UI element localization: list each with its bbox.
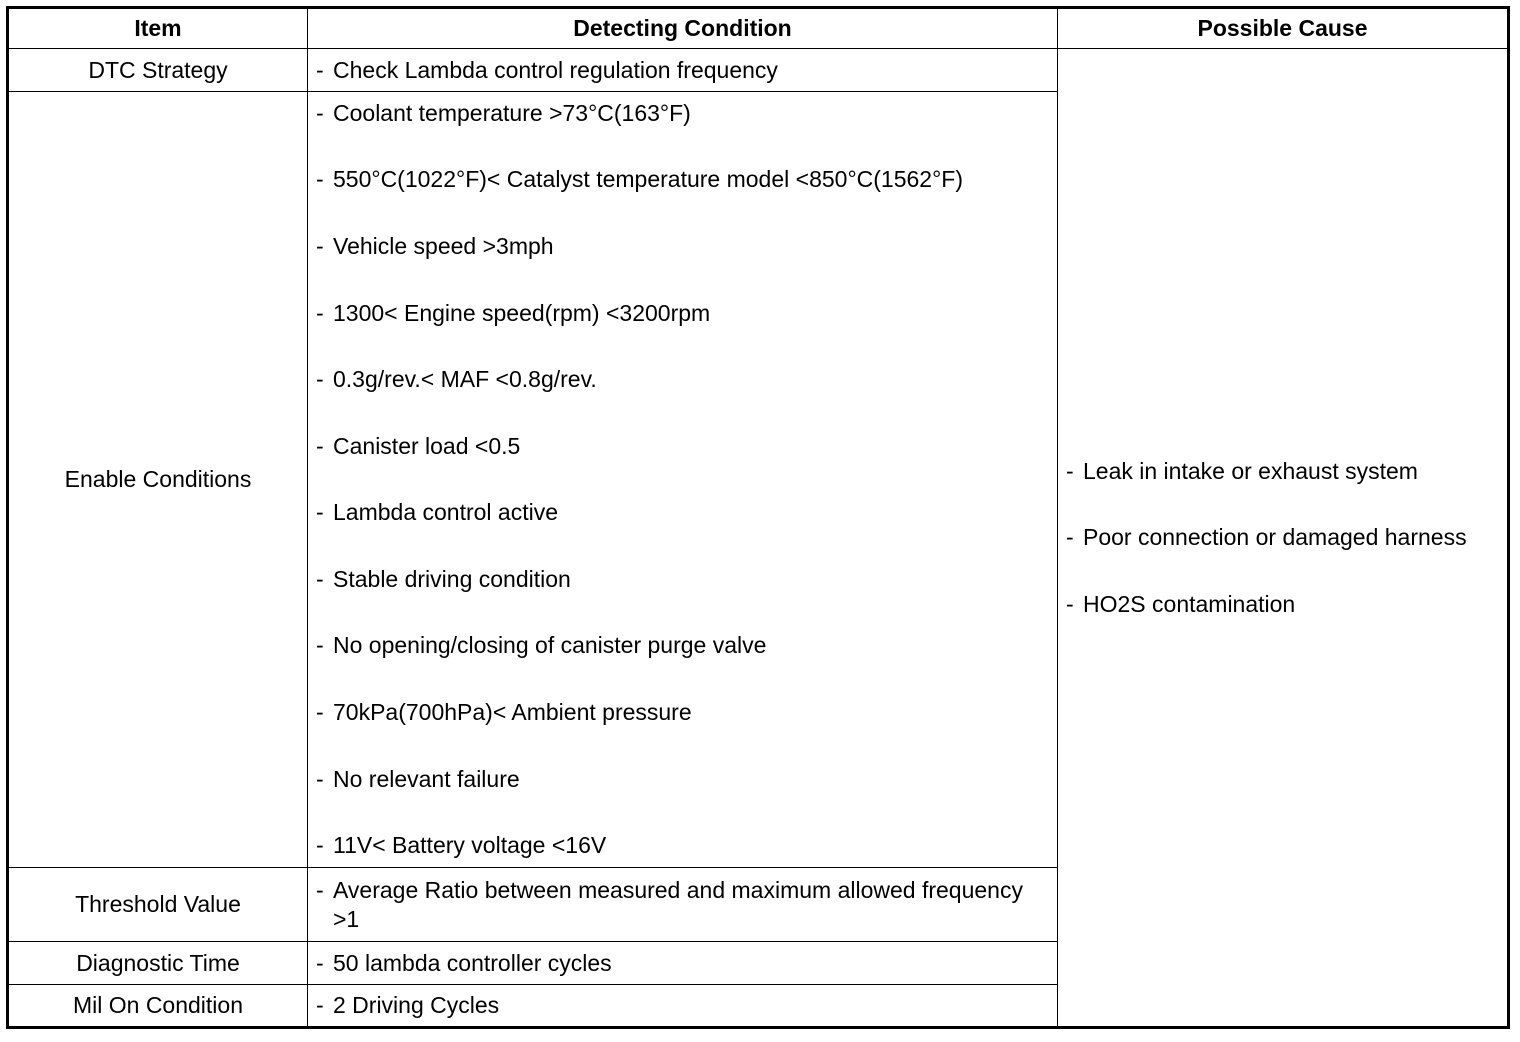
row-dtc-strategy	[8, 49, 1509, 92]
dash-bullet: -	[316, 876, 324, 903]
dtc-table	[6, 6, 1510, 1029]
condition-line	[316, 432, 1051, 499]
condition-text: 11V< Battery voltage <16V	[333, 832, 607, 859]
possible-cause-list	[1066, 457, 1503, 619]
dash-bullet: -	[316, 765, 324, 792]
condition-diagnostic-time	[308, 942, 1058, 985]
item-mil-on-condition: Mil On Condition	[8, 985, 308, 1028]
dash-bullet: -	[316, 432, 324, 459]
header-item: Item	[8, 8, 308, 49]
header-possible-cause: Possible Cause	[1058, 8, 1509, 49]
dash-bullet: -	[316, 366, 324, 393]
condition-text: 0.3g/rev.< MAF <0.8g/rev.	[333, 366, 597, 393]
dash-bullet: -	[316, 699, 324, 726]
condition-line	[316, 299, 1051, 366]
condition-enable-conditions	[308, 92, 1058, 868]
condition-line	[316, 831, 1051, 860]
item-diagnostic-time: Diagnostic Time	[8, 942, 308, 985]
condition-text: Average Ratio between measured and maximum allowed frequency >1	[333, 876, 1023, 932]
dash-bullet: -	[316, 99, 324, 126]
condition-threshold-value	[308, 868, 1058, 942]
condition-text: Coolant temperature >73°C(163°F)	[333, 99, 691, 126]
header-detecting-condition: Detecting Condition	[308, 8, 1058, 49]
condition-line	[316, 991, 1051, 1020]
cause-line	[1066, 523, 1503, 590]
cause-text: Poor connection or damaged harness	[1083, 524, 1467, 550]
condition-line	[316, 876, 1051, 934]
dash-bullet: -	[1066, 524, 1074, 550]
item-dtc-strategy: DTC Strategy	[8, 49, 308, 92]
dash-bullet: -	[316, 992, 324, 1018]
condition-line	[316, 565, 1051, 632]
enable-conditions-list	[316, 99, 1051, 861]
condition-text: 50 lambda controller cycles	[333, 949, 612, 976]
condition-line	[316, 765, 1051, 832]
condition-text: 1300< Engine speed(rpm) <3200rpm	[333, 299, 711, 326]
cause-line	[1066, 590, 1503, 619]
cause-text: HO2S contamination	[1083, 590, 1296, 617]
dash-bullet: -	[316, 832, 324, 859]
condition-dtc-strategy	[308, 49, 1058, 92]
condition-line	[316, 698, 1051, 765]
condition-line	[316, 99, 1051, 166]
dash-bullet: -	[316, 499, 324, 526]
item-enable-conditions: Enable Conditions	[8, 92, 308, 868]
condition-line	[316, 165, 1051, 232]
possible-cause-cell	[1058, 49, 1509, 1028]
condition-line	[316, 949, 1051, 978]
condition-text: Canister load <0.5	[333, 432, 521, 459]
condition-text: Check Lambda control regulation frequency	[333, 56, 778, 83]
dash-bullet: -	[316, 166, 324, 193]
condition-text: 2 Driving Cycles	[333, 992, 500, 1018]
condition-text: Vehicle speed >3mph	[333, 232, 554, 259]
item-threshold-value: Threshold Value	[8, 868, 308, 942]
condition-text: Lambda control active	[333, 499, 559, 526]
condition-text: No opening/closing of canister purge valve	[333, 632, 767, 659]
condition-text: No relevant failure	[333, 765, 520, 792]
dash-bullet: -	[316, 232, 324, 259]
cause-line	[1066, 457, 1503, 524]
dash-bullet: -	[316, 565, 324, 592]
condition-line	[316, 232, 1051, 299]
dash-bullet: -	[1066, 457, 1074, 484]
header-row	[8, 8, 1509, 49]
condition-line	[316, 56, 1051, 85]
condition-mil-on-condition	[308, 985, 1058, 1028]
cause-text: Leak in intake or exhaust system	[1083, 457, 1418, 484]
dash-bullet: -	[316, 299, 324, 326]
dash-bullet: -	[316, 949, 324, 976]
condition-text: 550°C(1022°F)< Catalyst temperature model <850°C(1562°F)	[333, 166, 963, 193]
condition-text: Stable driving condition	[333, 565, 571, 592]
condition-line	[316, 365, 1051, 432]
condition-line	[316, 631, 1051, 698]
dash-bullet: -	[1066, 590, 1074, 617]
condition-text: 70kPa(700hPa)< Ambient pressure	[333, 699, 692, 726]
condition-line	[316, 498, 1051, 565]
dash-bullet: -	[316, 632, 324, 659]
dash-bullet: -	[316, 56, 324, 83]
